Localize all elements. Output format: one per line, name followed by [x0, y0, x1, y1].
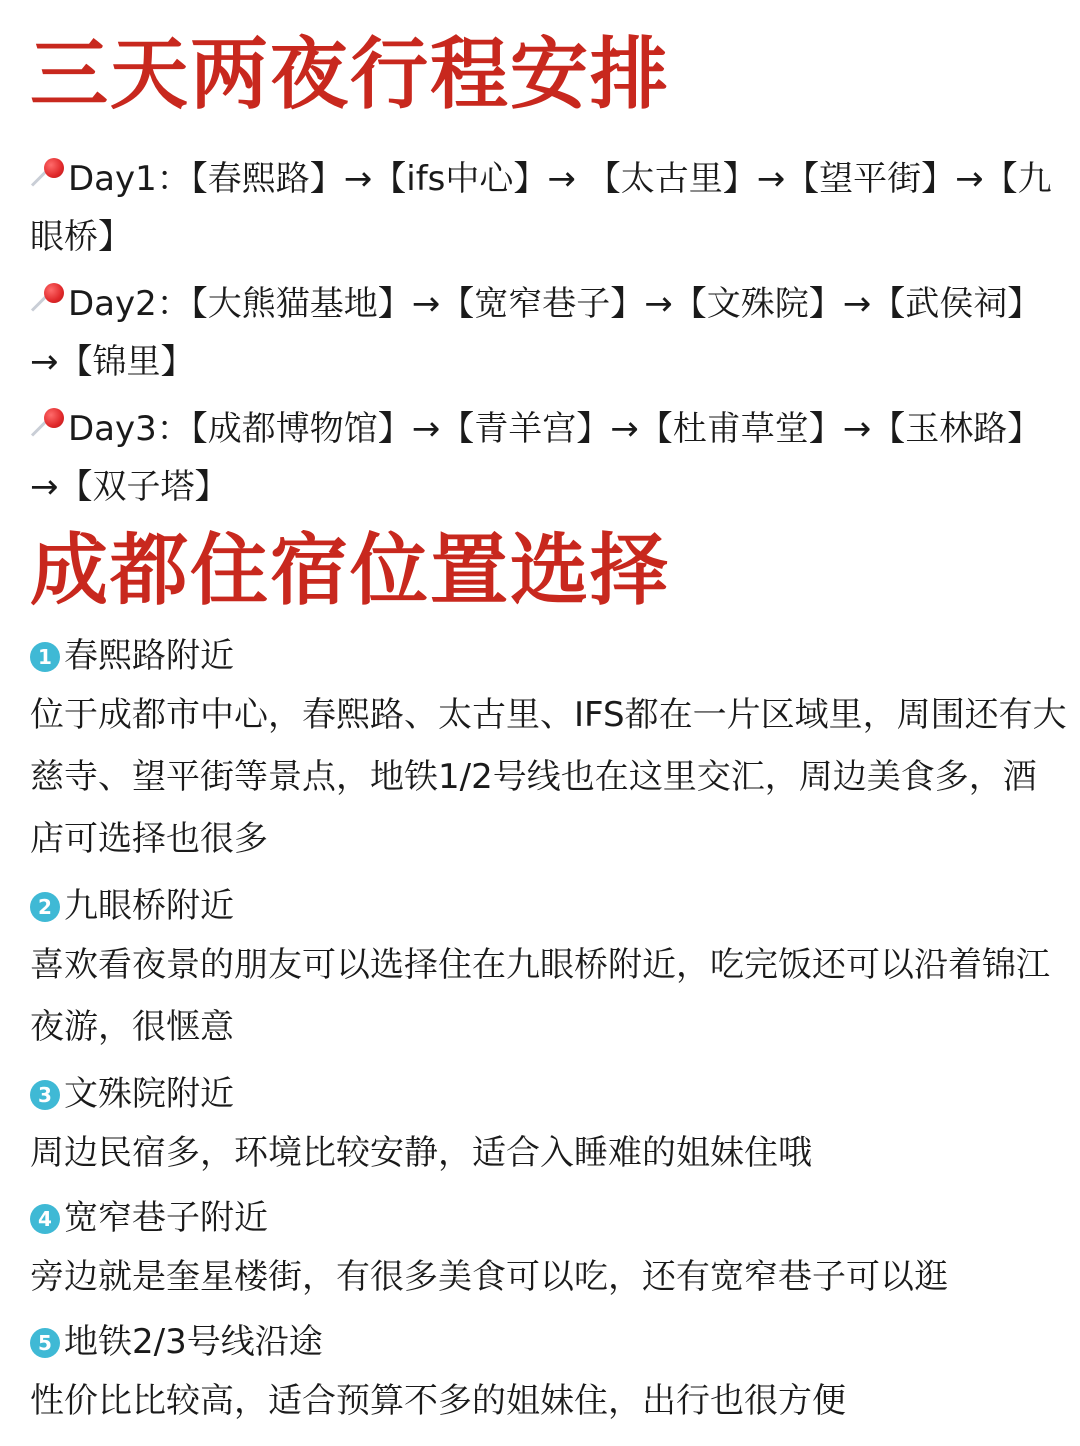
number-1-icon: 1: [30, 642, 60, 672]
lodging-section-4-title: [30, 1198, 268, 1238]
day-1-route: [30, 150, 1060, 266]
lodging-heading: 成都住宿位置选择: [30, 526, 671, 616]
lodging-section-1-title: [30, 636, 234, 676]
day-route: 【大熊猫基地】→【宽窄巷子】→【文殊院】→【武侯祠】→【锦里】: [30, 284, 1042, 382]
lodging-section-5-body: 性价比比较高，适合预算不多的姐妹住，出行也很方便: [30, 1381, 846, 1421]
pushpin-icon: [30, 406, 68, 446]
section-title: 九眼桥附近: [64, 886, 234, 926]
day-route: 【成都博物馆】→【青羊宫】→【杜甫草堂】→【玉林路】→【双子塔】: [30, 409, 1042, 507]
day-route: 【春熙路】→【ifs中心】→ 【太古里】→【望平街】→【九眼桥】: [30, 159, 1052, 257]
lodging-section-4-body: 旁边就是奎星楼街，有很多美食可以吃，还有宽窄巷子可以逛: [30, 1257, 948, 1297]
itinerary-heading: 三天两夜行程安排: [30, 30, 671, 120]
pushpin-icon: [30, 156, 68, 196]
section-title: 宽窄巷子附近: [64, 1198, 268, 1238]
number-4-icon: 4: [30, 1204, 60, 1234]
number-3-icon: 3: [30, 1080, 60, 1110]
number-5-icon: 5: [30, 1328, 60, 1358]
lodging-section-3-body: 周边民宿多，环境比较安静，适合入睡难的姐妹住哦: [30, 1133, 812, 1173]
number-2-icon: 2: [30, 892, 60, 922]
pushpin-icon: [30, 281, 68, 321]
day-3-route: [30, 400, 1060, 516]
lodging-section-2-body: 喜欢看夜景的朋友可以选择住在九眼桥附近，吃完饭还可以沿着锦江夜游，很惬意: [30, 945, 1050, 1047]
lodging-section-2-title: [30, 886, 234, 926]
section-title: 地铁2/3号线沿途: [64, 1322, 323, 1362]
lodging-section-1-body: 位于成都市中心，春熙路、太古里、IFS都在一片区域里，周围还有大慈寺、望平街等景点，地铁1/2号线也在这里交汇，周边美食多，酒店可选择也很多: [30, 695, 1067, 859]
section-title: 春熙路附近: [64, 636, 234, 676]
day-label: Day1：: [68, 159, 191, 199]
day-2-route: [30, 275, 1060, 391]
lodging-section-3-title: [30, 1074, 234, 1114]
section-title: 文殊院附近: [64, 1074, 234, 1114]
lodging-section-5-title: [30, 1322, 323, 1362]
day-label: Day2：: [68, 284, 191, 324]
day-label: Day3：: [68, 409, 191, 449]
